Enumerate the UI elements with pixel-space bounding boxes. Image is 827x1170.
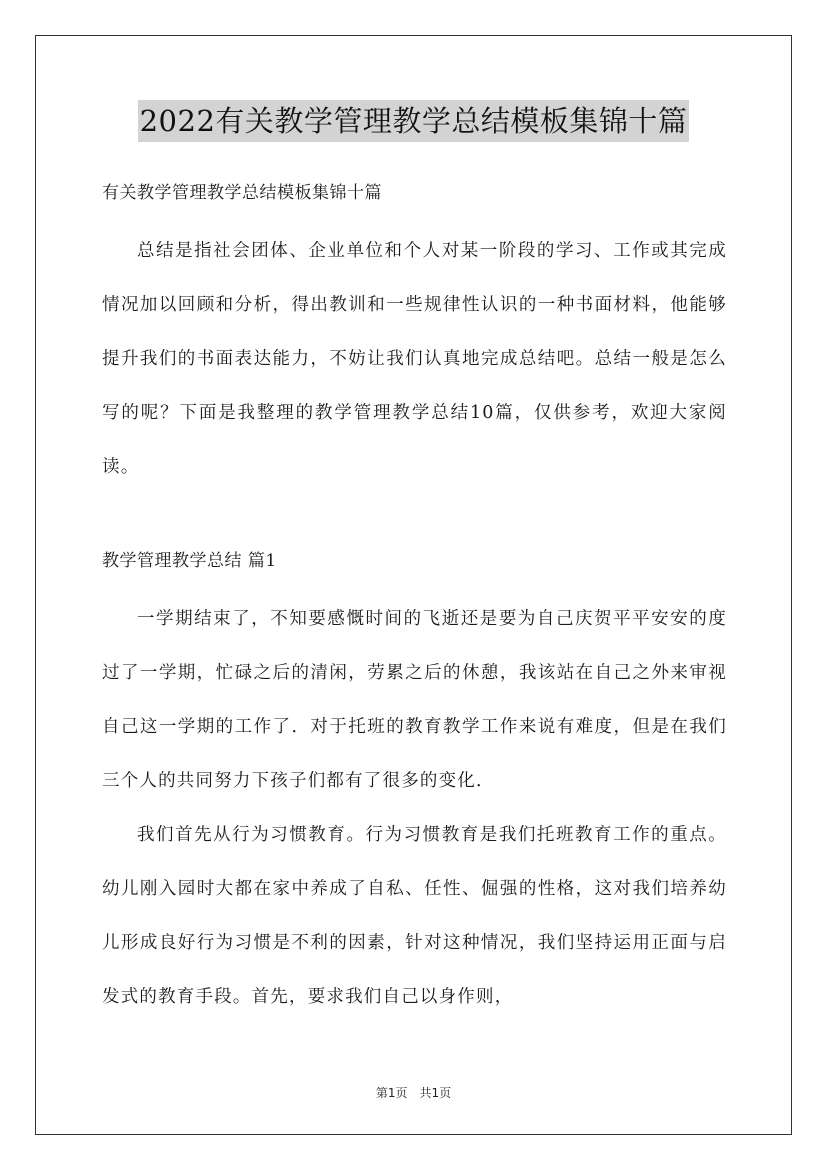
document-title: 2022有关教学管理教学总结模板集锦十篇 bbox=[138, 100, 690, 142]
page-number: 第1页 bbox=[375, 1086, 408, 1100]
page-footer bbox=[0, 1084, 827, 1101]
body-paragraph-1: 一学期结束了，不知要感慨时间的飞逝还是要为自己庆贺平平安安的度过了一学期，忙碌之后的清闲，劳累之后的休憩，我该站在自己之外来审视自己这一学期的工作了．对于托班的教育教学工作来说有难度，但是在我们三个人的共同努力下孩子们都有了很多的变化． bbox=[102, 609, 727, 791]
document-subtitle: 有关教学管理教学总结模板集锦十篇 bbox=[102, 183, 382, 203]
section-heading: 教学管理教学总结 篇1 bbox=[102, 551, 277, 571]
body-paragraph-2: 我们首先从行为习惯教育。行为习惯教育是我们托班教育工作的重点。幼儿刚入园时大都在家中养成了自私、任性、倔强的性格，这对我们培养幼儿形成良好行为习惯是不利的因素，针对这种情况，我们坚持运用正面与启发式的教育手段。首先，要求我们自己以身作则， bbox=[102, 825, 727, 1007]
document-body bbox=[102, 178, 727, 1024]
page-total: 共1页 bbox=[419, 1086, 452, 1100]
intro-paragraph: 总结是指社会团体、企业单位和个人对某一阶段的学习、工作或其完成情况加以回顾和分析，得出教训和一些规律性认识的一种书面材料，他能够提升我们的书面表达能力，不妨让我们认真地完成总结吧。总结一般是怎么写的呢？下面是我整理的教学管理教学总结10篇，仅供参考，欢迎大家阅读。 bbox=[102, 241, 727, 477]
title-block bbox=[0, 100, 827, 142]
